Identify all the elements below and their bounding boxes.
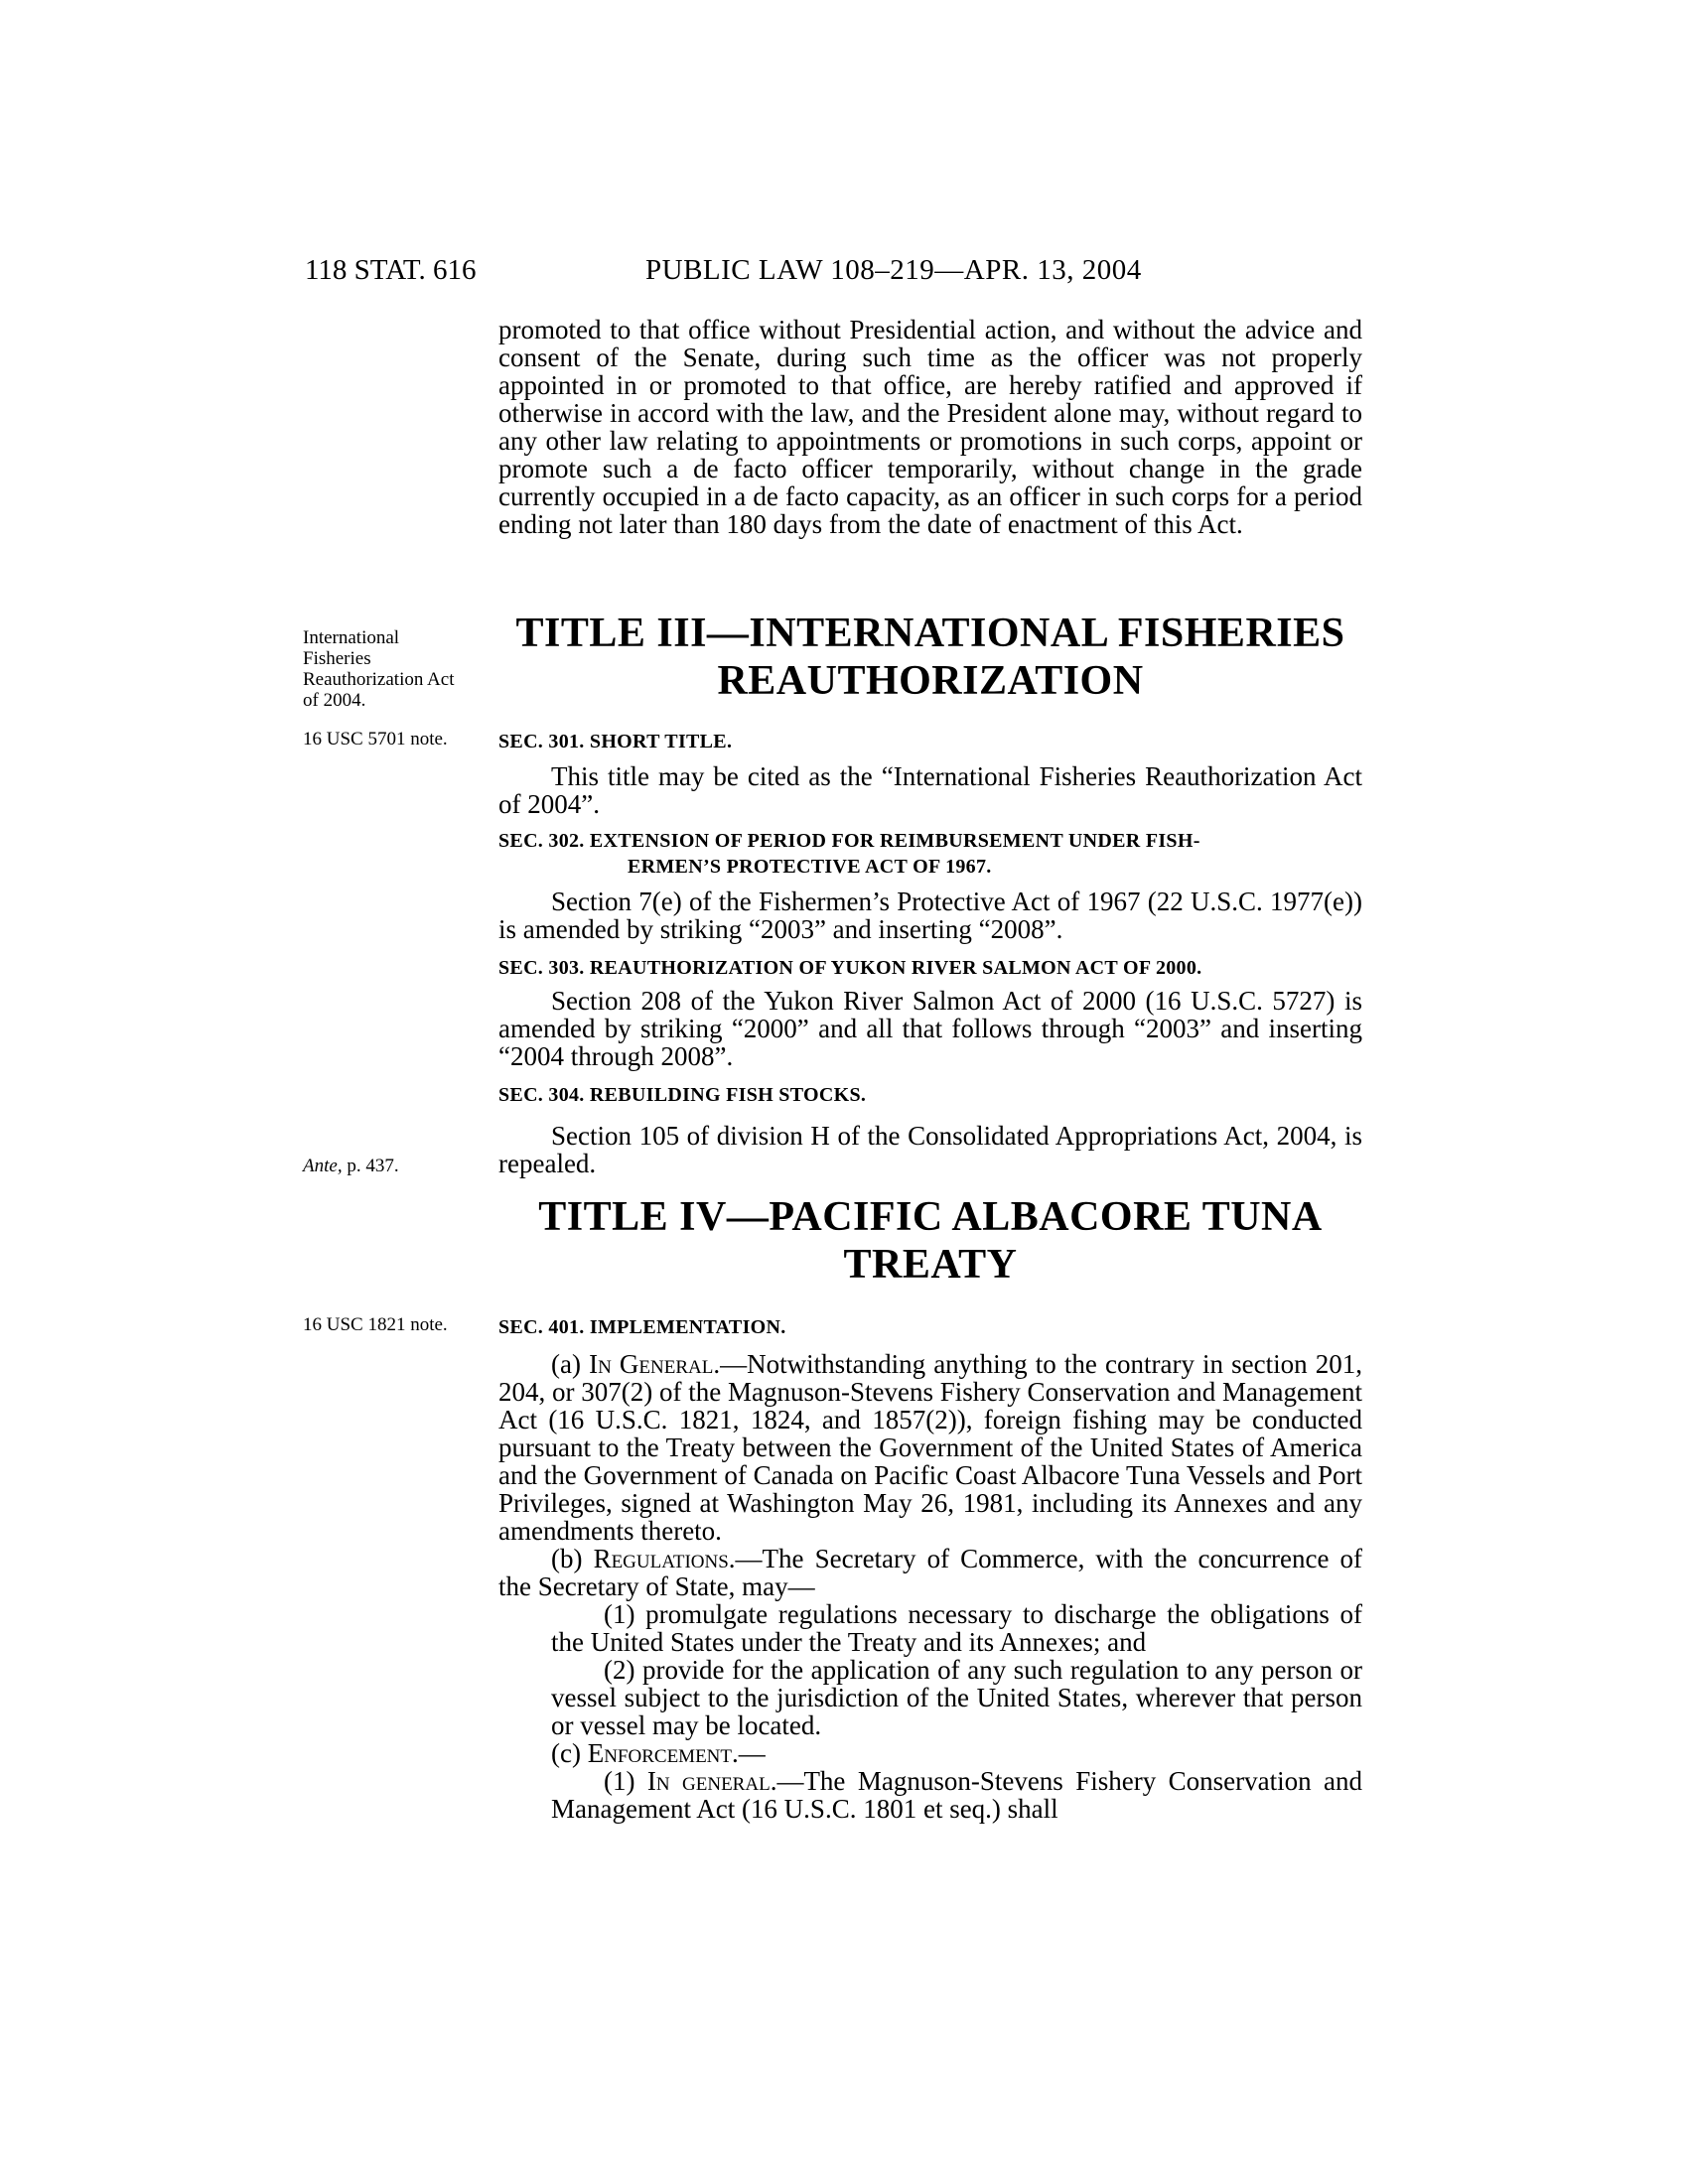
sec-302-heading-line1: SEC. 302. EXTENSION OF PERIOD FOR REIMBURSEMENT UNDER FISH- [498,830,1200,852]
margin-note-usc-1821: 16 USC 1821 note. [303,1314,448,1335]
margin-note-ante-page: p. 437. [342,1156,399,1176]
sec-401-c1 [498,1767,1362,1823]
title-iv-heading [498,1193,1362,1289]
sec-401-b-caption: Regulations [593,1544,729,1573]
stat-page-number: 118 STAT. 616 [305,254,477,286]
public-law-title: PUBLIC LAW 108–219—APR. 13, 2004 [645,254,1142,286]
sec-302-heading [498,828,1362,880]
margin-note-short-title: International Fisheries Reauthorization Act of 2004. [303,627,455,711]
sec-401-a-caption: In General [589,1349,714,1379]
sec-304-text: Section 105 of division H of the Consolidated Appropriations Act, 2004, is repealed. [498,1121,1362,1178]
sec-302-text: Section 7(e) of the Fishermen’s Protective Act of 1967 (22 U.S.C. 1977(e)) is amended by striking “2003” and inserting “2008”. [498,887,1362,944]
sec-301-heading: SEC. 301. SHORT TITLE. [498,731,733,752]
sec-302-body [498,887,1362,943]
margin-note-ante [303,1156,472,1176]
sec-401-c [498,1739,1362,1767]
sec-401-b-text: .—The Secretary of Commerce, with the concurrence of the Secretary of State, may— [498,1544,1362,1601]
title-iii-line2: REAUTHORIZATION [717,658,1144,704]
sec-401-b2: (2) provide for the application of any such regulation to any person or vessel subject to the jurisdiction of the United States, wherever that person or vessel may be located. [551,1655,1362,1740]
title-iii-line1: TITLE III—INTERNATIONAL FISHERIES [515,611,1345,656]
sec-401-a-text: .—Notwithstanding anything to the contrary in section 201, 204, or 307(2) of the Magnuson-Stevens Fishery Conservation and Management Act (16 U.S.C. 1821, 1824, and 1857(2)), foreign fishing may be conducted pursuant to the Treaty between the Government of the United States of America and the Government of Canada on Pacific Coast Albacore Tuna Vessels and Port Privileges, signed at Washington May 26, 1981, including its Annexes and any amendments thereto. [498,1349,1362,1546]
sec-401-c-label: (c) [551,1738,588,1768]
sec-304-heading: SEC. 304. REBUILDING FISH STOCKS. [498,1084,867,1106]
running-head [305,250,1377,290]
sec-302-heading-line2: ERMEN’S PROTECTIVE ACT OF 1967. [628,856,992,878]
sec-301-body [498,762,1362,818]
sec-401-c1-caption: In general [646,1766,771,1796]
title-iv-line1: TITLE IV—PACIFIC ALBACORE TUNA [538,1194,1323,1240]
sec-401-a-label: (a) [551,1349,590,1379]
sec-401-b-label: (b) [551,1544,594,1573]
title-iii-heading [498,610,1362,705]
sec-303-text: Section 208 of the Yukon River Salmon Act of 2000 (16 U.S.C. 5727) is amended by striking “2000” and all that follows through “2003” and inserting “2004 through 2008”. [498,986,1362,1071]
sec-401-c1-text: .—The Magnuson-Stevens Fishery Conservation and Management Act (16 U.S.C. 1801 et seq.) shall [551,1766,1363,1824]
margin-note-ante-italic: Ante, [303,1156,343,1176]
sec-401-c-caption: Enforcement [587,1738,732,1768]
intro-paragraph: promoted to that office without Presidential action, and without the advice and consent of the Senate, during such time as the officer was not properly appointed in or promoted to that office, are hereby ratified and approved if otherwise in accord with the law, and the President alone may, without regard to any other law relating to appointments or promotions in such corps, appoint or promote such a de facto officer temporarily, without change in the grade currently occupied in a de facto capacity, as an officer in such corps for a period ending not later than 180 days from the date of enactment of this Act. [498,315,1362,539]
sec-303-body [498,987,1362,1070]
sec-401-heading: SEC. 401. IMPLEMENTATION. [498,1316,786,1338]
sec-304-body [498,1122,1362,1177]
sec-401-c-text: .— [732,1738,766,1768]
intro-paragraph-block [498,316,1362,538]
sec-401-body [498,1350,1362,1823]
sec-401-c1-label: (1) [604,1766,647,1796]
title-iv-line2: TREATY [843,1242,1018,1288]
sec-303-heading: SEC. 303. REAUTHORIZATION OF YUKON RIVER SALMON ACT OF 2000. [498,957,1202,979]
margin-note-usc-5701: 16 USC 5701 note. [303,729,448,750]
sec-401-b1: (1) promulgate regulations necessary to discharge the obligations of the United States under the Treaty and its Annexes; and [551,1599,1362,1657]
sec-401-a [498,1350,1362,1545]
sec-401-b [498,1545,1362,1600]
sec-301-text: This title may be cited as the “International Fisheries Reauthorization Act of 2004”. [498,761,1362,819]
